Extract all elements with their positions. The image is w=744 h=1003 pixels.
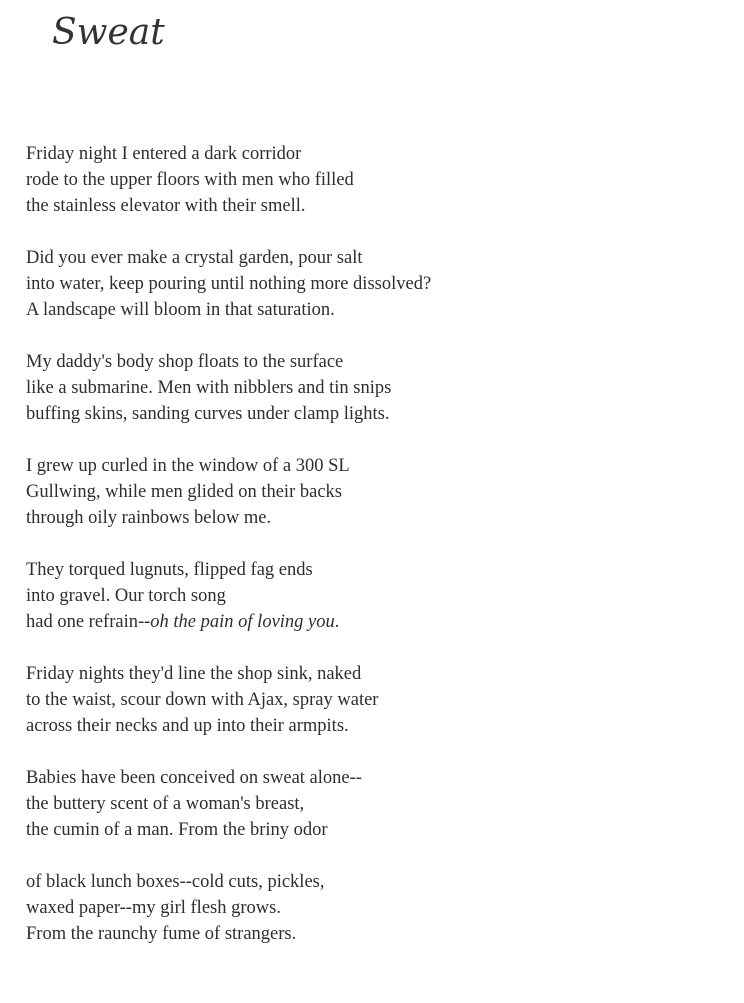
poem-line: the cumin of a man. From the briny odor: [26, 820, 328, 840]
poem-line: A landscape will bloom in that saturation.: [26, 300, 335, 320]
poem-line: buffing skins, sanding curves under clamp lights.: [26, 404, 390, 424]
poem-line: waxed paper--my girl flesh grows.: [26, 898, 281, 918]
stanza: [26, 141, 726, 219]
poem-line: into water, keep pouring until nothing more dissolved?: [26, 274, 432, 294]
poem-title: Sweat: [52, 12, 165, 53]
poem-line: They torqued lugnuts, flipped fag ends: [26, 560, 313, 580]
poem-line: across their necks and up into their armpits.: [26, 716, 349, 736]
stanza: [26, 453, 726, 531]
stanza: [26, 349, 726, 427]
poem-line: From the raunchy fume of strangers.: [26, 924, 297, 944]
poem-line: of black lunch boxes--cold cuts, pickles,: [26, 872, 325, 892]
poem-line: Friday nights they'd line the shop sink, naked: [26, 664, 362, 684]
poem-line: Babies have been conceived on sweat alone--: [26, 768, 362, 788]
poem-line: to the waist, scour down with Ajax, spray water: [26, 690, 379, 710]
poem-line: Gullwing, while men glided on their backs: [26, 482, 342, 502]
refrain-italic: oh the pain of loving you: [150, 612, 335, 632]
poem-line: My daddy's body shop floats to the surface: [26, 352, 344, 372]
stanza: [26, 765, 726, 843]
stanza: [26, 661, 726, 739]
poem-line: the stainless elevator with their smell.: [26, 196, 306, 216]
refrain-suffix: .: [334, 612, 340, 632]
poem-line: Friday night I entered a dark corridor: [26, 144, 302, 164]
poem-line: [26, 609, 726, 635]
stanza: [26, 869, 726, 947]
poem-line: through oily rainbows below me.: [26, 508, 272, 528]
poem-line: into gravel. Our torch song: [26, 586, 226, 606]
poem-line: rode to the upper floors with men who filled: [26, 170, 354, 190]
poem-line: I grew up curled in the window of a 300 SL: [26, 456, 350, 476]
poem-line: the buttery scent of a woman's breast,: [26, 794, 305, 814]
refrain-prefix: had one refrain--: [26, 612, 151, 632]
poem-line: Did you ever make a crystal garden, pour salt: [26, 248, 363, 268]
poem-body: [26, 141, 726, 973]
stanza: [26, 557, 726, 635]
poem-line: like a submarine. Men with nibblers and tin snips: [26, 378, 392, 398]
stanza: [26, 245, 726, 323]
